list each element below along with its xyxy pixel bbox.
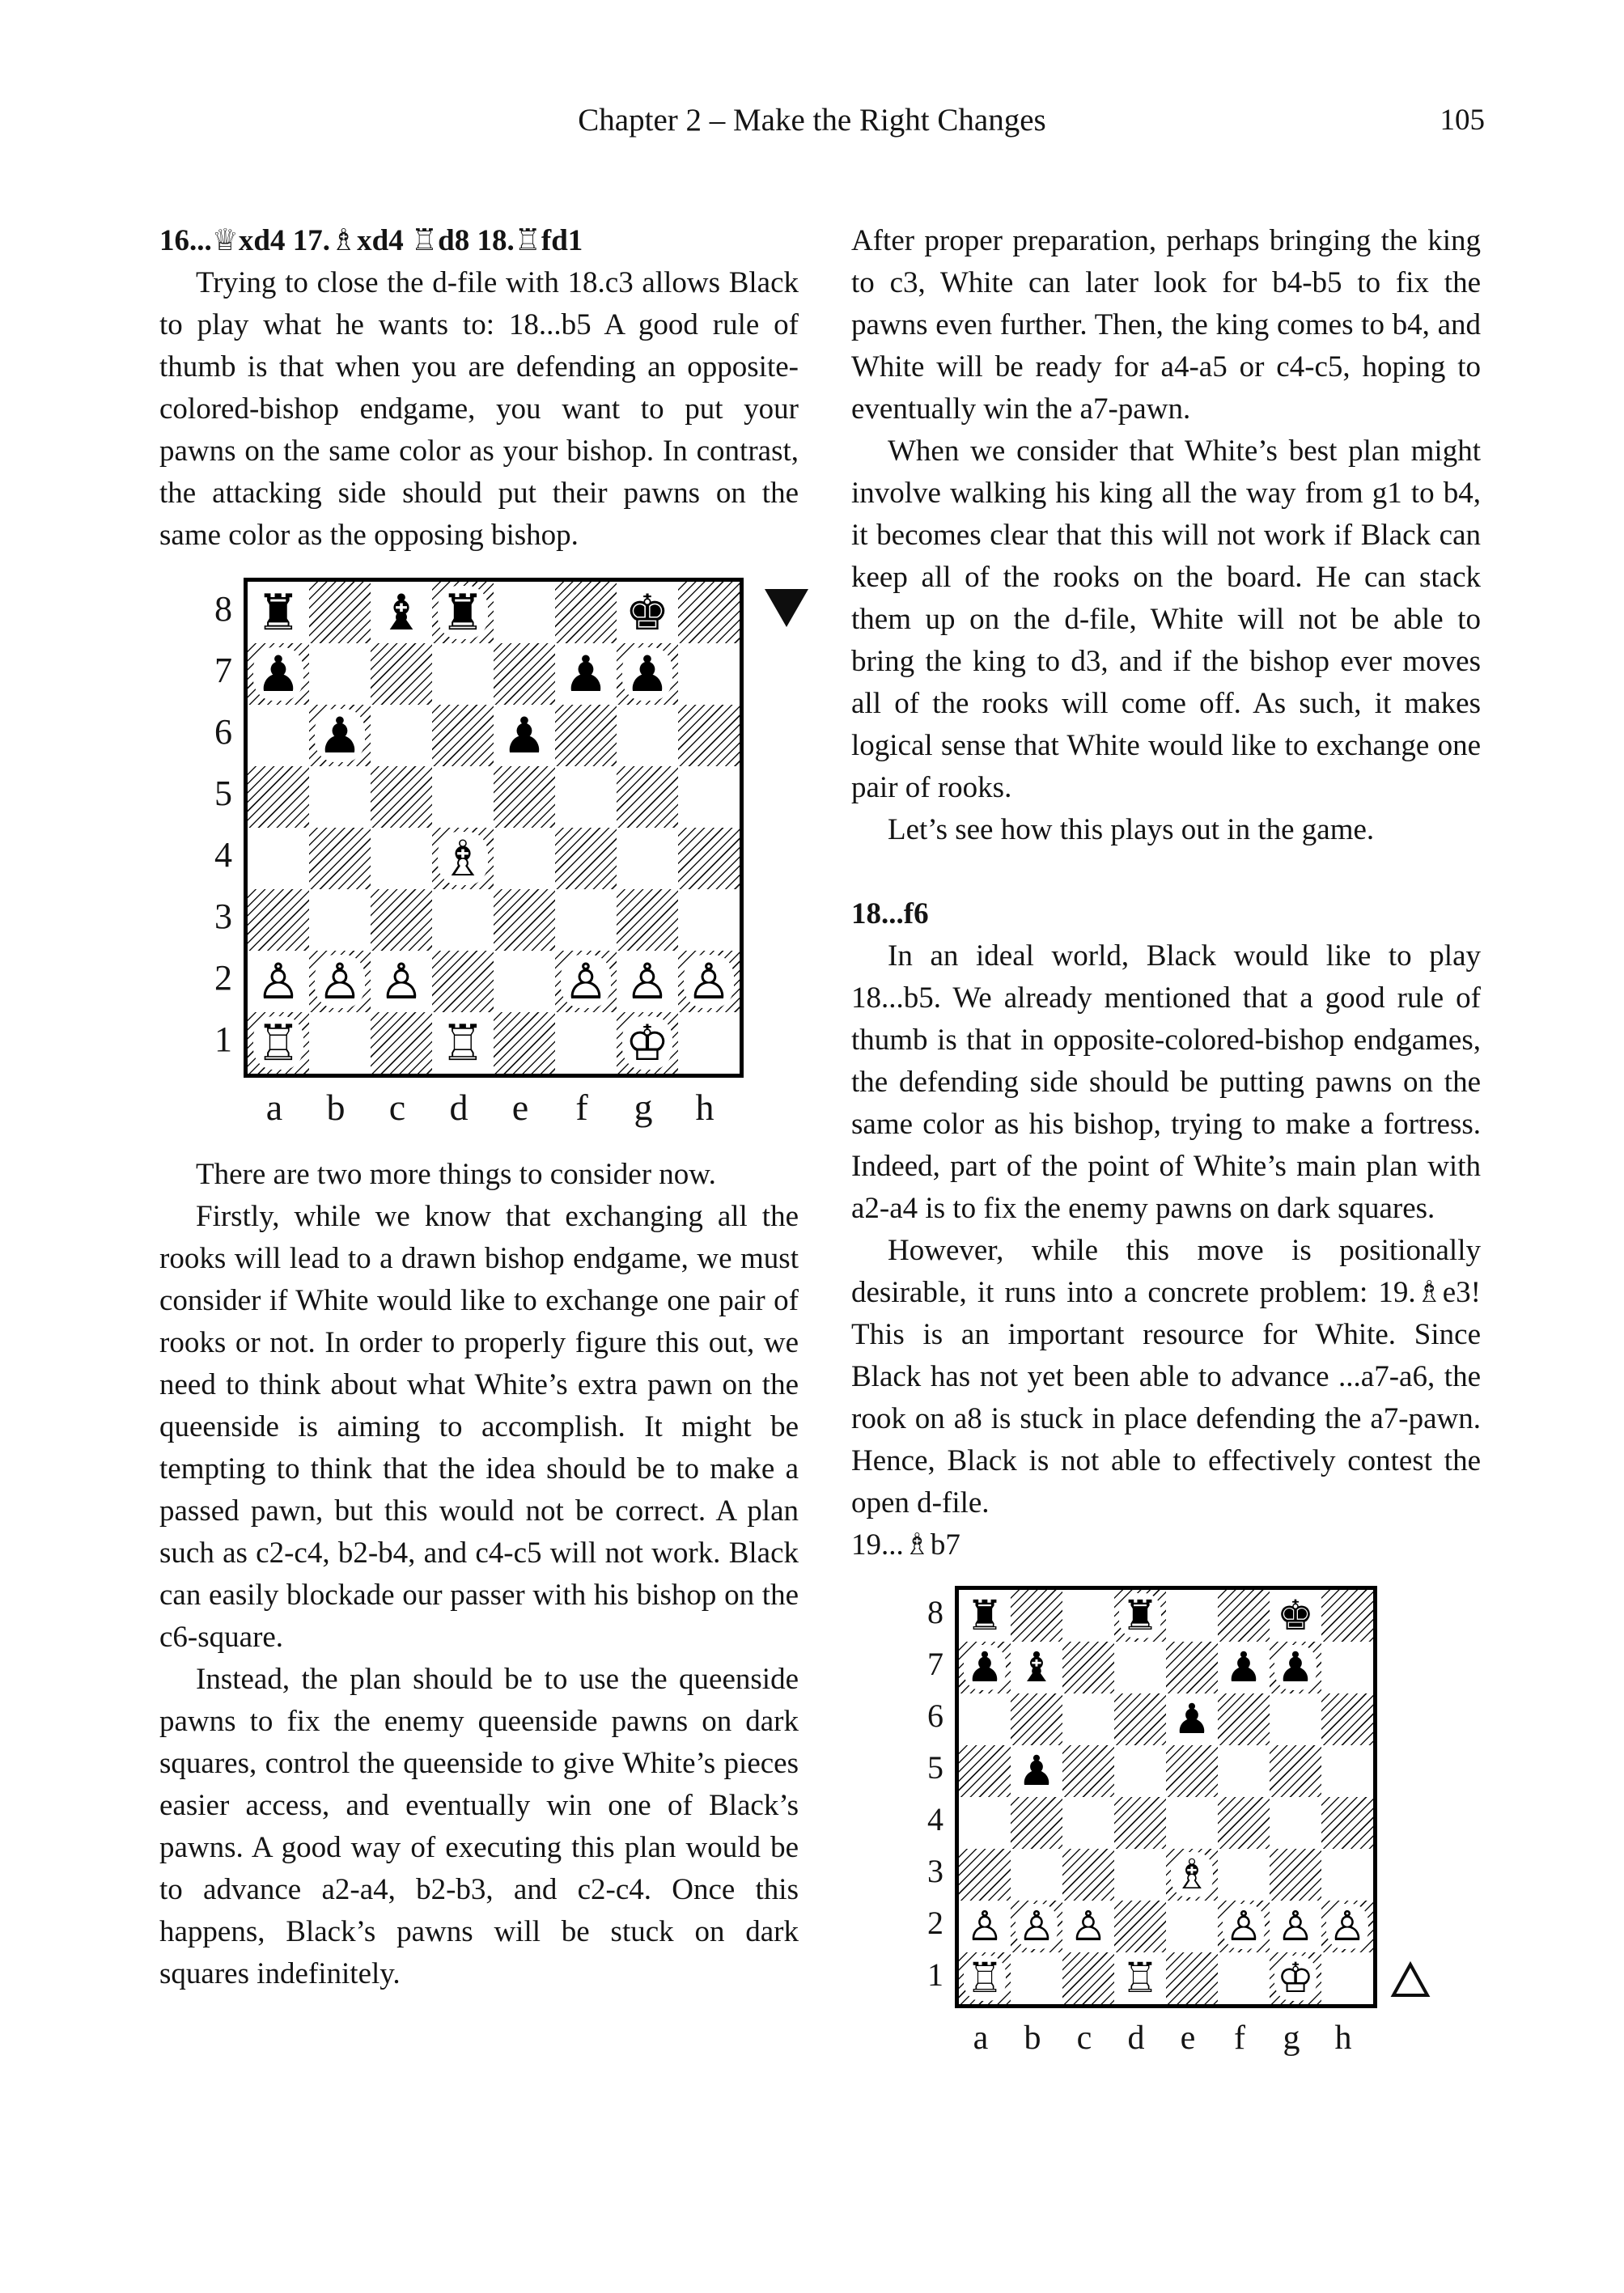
file-label: c xyxy=(1076,2020,1092,2057)
board-square xyxy=(432,828,494,889)
file-label: g xyxy=(634,1087,653,1128)
white-piece: ♙ xyxy=(1016,1904,1058,1949)
white-piece: ♙ xyxy=(315,955,365,1009)
board-square xyxy=(1166,1849,1218,1901)
board-square xyxy=(371,766,432,828)
black-piece: ♟ xyxy=(561,647,611,701)
board-square xyxy=(1218,1590,1270,1642)
rank-label: 1 xyxy=(214,1019,232,1059)
board-square xyxy=(248,889,309,951)
board-square xyxy=(1011,1849,1062,1901)
board-square xyxy=(432,643,494,705)
black-piece: ♜ xyxy=(253,586,303,640)
board-square xyxy=(1114,1642,1166,1693)
rank-label: 6 xyxy=(214,711,232,752)
board-square xyxy=(248,1012,309,1074)
board-square xyxy=(959,1797,1011,1849)
black-piece: ♟ xyxy=(315,709,365,763)
board-square xyxy=(1166,1590,1218,1642)
board-square xyxy=(494,766,555,828)
rank-label: 5 xyxy=(214,773,232,813)
board-square xyxy=(494,582,555,643)
board-square xyxy=(432,766,494,828)
white-piece: ♖ xyxy=(1119,1956,1161,2001)
black-piece: ♜ xyxy=(438,586,488,640)
board-square xyxy=(371,582,432,643)
page-number: 105 xyxy=(1440,104,1485,137)
move-line: 19...♗b7 xyxy=(851,1528,960,1562)
file-label: h xyxy=(1334,2020,1352,2057)
running-head: Chapter 2 – Make the Right Changes xyxy=(578,103,1046,138)
board-square xyxy=(678,828,740,889)
chess-board xyxy=(955,1586,1377,2008)
file-label: g xyxy=(1283,2020,1300,2057)
board-square xyxy=(1321,1901,1373,1952)
board-square xyxy=(1114,1590,1166,1642)
board-square xyxy=(1062,1849,1114,1901)
black-piece: ♟ xyxy=(1223,1645,1265,1690)
board-square xyxy=(494,643,555,705)
file-label: a xyxy=(265,1087,283,1128)
black-piece: ♟ xyxy=(1016,1748,1058,1794)
board-square xyxy=(309,951,371,1012)
file-labels xyxy=(244,1086,799,1130)
board-square xyxy=(555,766,617,828)
board-square xyxy=(432,582,494,643)
board-square xyxy=(1270,1745,1321,1797)
board-square xyxy=(1062,1693,1114,1745)
file-label: e xyxy=(1180,2020,1196,2057)
board-square xyxy=(1062,1952,1114,2004)
board-square xyxy=(1062,1642,1114,1693)
board-square xyxy=(371,951,432,1012)
board-square xyxy=(678,1012,740,1074)
rank-label: 4 xyxy=(214,834,232,875)
black-piece: ♟ xyxy=(622,647,672,701)
board-square xyxy=(494,828,555,889)
board-square xyxy=(1218,1745,1270,1797)
black-piece: ♝ xyxy=(1016,1645,1058,1690)
board-square xyxy=(248,828,309,889)
board-square xyxy=(309,828,371,889)
chess-diagram-1 xyxy=(193,578,799,1130)
rank-label: 3 xyxy=(214,896,232,936)
white-piece: ♙ xyxy=(1274,1904,1317,1949)
board-square xyxy=(1166,1642,1218,1693)
white-piece: ♙ xyxy=(376,955,426,1009)
board-square xyxy=(371,643,432,705)
board-square xyxy=(678,951,740,1012)
white-piece: ♙ xyxy=(1067,1904,1109,1949)
board-square xyxy=(1218,1797,1270,1849)
white-piece: ♔ xyxy=(622,1016,672,1070)
board-square xyxy=(1166,1693,1218,1745)
board-square xyxy=(371,705,432,766)
rank-label: 1 xyxy=(927,1956,943,1993)
board-square xyxy=(1062,1745,1114,1797)
black-piece: ♟ xyxy=(499,709,549,763)
rank-label: 7 xyxy=(927,1645,943,1682)
white-to-move-indicator xyxy=(1390,1961,1431,1998)
board-square xyxy=(555,643,617,705)
board-square xyxy=(1218,1642,1270,1693)
board-square xyxy=(1270,1849,1321,1901)
board-square xyxy=(1114,1952,1166,2004)
file-labels xyxy=(955,2016,1481,2060)
board-square xyxy=(959,1745,1011,1797)
board-square xyxy=(1321,1849,1373,1901)
file-label: a xyxy=(973,2020,989,2057)
board-square xyxy=(1270,1797,1321,1849)
right-column xyxy=(851,220,1481,2060)
board-square xyxy=(555,889,617,951)
board-square xyxy=(1166,1952,1218,2004)
board-square xyxy=(678,705,740,766)
board-square xyxy=(309,705,371,766)
white-piece: ♙ xyxy=(622,955,672,1009)
file-label: d xyxy=(1127,2020,1145,2057)
rank-label: 4 xyxy=(927,1800,943,1837)
board-square xyxy=(1321,1642,1373,1693)
black-piece: ♟ xyxy=(253,647,303,701)
black-piece: ♟ xyxy=(964,1645,1006,1690)
rank-label: 6 xyxy=(927,1697,943,1734)
board-square xyxy=(1011,1590,1062,1642)
board-square xyxy=(1270,1901,1321,1952)
file-label: c xyxy=(388,1087,406,1128)
board-square xyxy=(1218,1952,1270,2004)
paragraph: Trying to close the d-file with 18.c3 allows Black to play what he wants to: 18...b5 A good rule of thumb is that when you are defending an opposite-colored-bishop endgame, you want to put your pawns on the same color as your bishop. In contrast, the attacking side should put their pawns on the same color as the opposing bishop. xyxy=(159,266,799,552)
board-square xyxy=(959,1590,1011,1642)
board-square xyxy=(617,951,678,1012)
move-heading: 16...♕xd4 17.♗xd4 ♖d8 18.♖fd1 xyxy=(159,224,583,257)
board-square xyxy=(1270,1590,1321,1642)
black-piece: ♟ xyxy=(1171,1697,1213,1742)
board-square xyxy=(617,828,678,889)
left-column xyxy=(159,220,799,1995)
board-square xyxy=(959,1642,1011,1693)
paragraph: Let’s see how this plays out in the game. xyxy=(888,813,1375,846)
board-square xyxy=(309,643,371,705)
white-piece: ♙ xyxy=(561,955,611,1009)
board-square xyxy=(309,1012,371,1074)
rank-label: 8 xyxy=(927,1593,943,1630)
board-square xyxy=(248,951,309,1012)
black-piece: ♚ xyxy=(622,586,672,640)
board-square xyxy=(617,1012,678,1074)
file-label: e xyxy=(511,1087,529,1128)
board-square xyxy=(1321,1745,1373,1797)
rank-label: 7 xyxy=(214,650,232,690)
chess-board xyxy=(244,578,744,1078)
paragraph: Firstly, while we know that exchanging all the rooks will lead to a drawn bishop endgame, we must consider if White would like to exchange one pair of rooks or not. In order to properly figure this out, we need to think about what White’s extra pawn on the queenside is aiming to accomplish. It might be tempting to think that the idea should be to make a passed pawn, but this would not be correct. A plan such as c2-c4, b2-b4, and c4-c5 will not work. Black can easily blockade our passer with his bishop on the c6-square. xyxy=(159,1200,799,1654)
board-square xyxy=(617,889,678,951)
board-square xyxy=(959,1952,1011,2004)
board-square xyxy=(1218,1901,1270,1952)
board-square xyxy=(248,766,309,828)
board-square xyxy=(1321,1693,1373,1745)
board-square xyxy=(555,1012,617,1074)
white-piece: ♔ xyxy=(1274,1956,1317,2001)
board-square xyxy=(1321,1797,1373,1849)
board-square xyxy=(309,889,371,951)
paragraph: Instead, the plan should be to use the queenside pawns to fix the enemy queenside pawns on dark squares, control the queenside to give White’s pieces easier access, and eventually win one of Black’s pawns. A good way of executing this plan would be to advance a2-a4, b2-b3, and c2-c4. Once this happens, Black’s pawns will be stuck on dark squares indefinitely. xyxy=(159,1663,799,1990)
board-square xyxy=(555,951,617,1012)
board-square xyxy=(1321,1952,1373,2004)
board-square xyxy=(1011,1797,1062,1849)
board-square xyxy=(617,766,678,828)
rank-label: 2 xyxy=(927,1904,943,1941)
white-piece: ♖ xyxy=(964,1956,1006,2001)
black-piece: ♜ xyxy=(1119,1593,1161,1638)
paragraph: There are two more things to consider now. xyxy=(196,1158,716,1191)
board-square xyxy=(1062,1901,1114,1952)
board-square xyxy=(1166,1745,1218,1797)
paragraph: However, while this move is positionally desirable, it runs into a concrete problem: 19.♗e3! This is an important resource for White. Since Black has not yet been able to advance ...a7-a6, the rook on a8 is stuck in place defending the a7-pawn. Hence, Black is not able to effectively contest the open d-file. xyxy=(851,1234,1481,1519)
board-square xyxy=(248,705,309,766)
board-square xyxy=(959,1901,1011,1952)
board-square xyxy=(248,643,309,705)
board-square xyxy=(1166,1797,1218,1849)
board-square xyxy=(1114,1745,1166,1797)
board-square xyxy=(617,582,678,643)
board-square xyxy=(1270,1642,1321,1693)
board-square xyxy=(617,705,678,766)
file-label: d xyxy=(449,1087,469,1128)
rank-label: 3 xyxy=(927,1852,943,1889)
board-square xyxy=(1114,1901,1166,1952)
board-square xyxy=(309,766,371,828)
board-square xyxy=(494,705,555,766)
white-piece: ♖ xyxy=(438,1016,488,1070)
paragraph: In an ideal world, Black would like to play 18...b5. We already mentioned that a good rule of thumb is that in opposite-colored-bishop endgames, the defending side should be putting pawns on the same color as his bishop, trying to make a fortress. Indeed, part of the point of White’s main plan with a2-a4 is to fix the enemy pawns on dark squares. xyxy=(851,939,1481,1225)
white-piece: ♙ xyxy=(964,1904,1006,1949)
board-square xyxy=(1011,1745,1062,1797)
board-square xyxy=(1114,1797,1166,1849)
board-square xyxy=(678,582,740,643)
board-square xyxy=(1011,1693,1062,1745)
board-square xyxy=(1011,1952,1062,2004)
board-square xyxy=(1166,1901,1218,1952)
board-square xyxy=(555,705,617,766)
white-piece: ♖ xyxy=(253,1016,303,1070)
board-square xyxy=(959,1849,1011,1901)
file-label: h xyxy=(695,1087,714,1128)
rank-labels xyxy=(193,578,232,1078)
file-label: b xyxy=(326,1087,346,1128)
board-square xyxy=(555,828,617,889)
board-square xyxy=(371,1012,432,1074)
move-heading: 18...f6 xyxy=(851,897,929,930)
board-square xyxy=(1218,1693,1270,1745)
white-piece: ♙ xyxy=(253,955,303,1009)
board-square xyxy=(1114,1849,1166,1901)
white-piece: ♙ xyxy=(684,955,734,1009)
board-square xyxy=(678,766,740,828)
board-square xyxy=(432,951,494,1012)
board-square xyxy=(309,582,371,643)
file-label: f xyxy=(1234,2020,1245,2057)
board-square xyxy=(1114,1693,1166,1745)
black-piece: ♚ xyxy=(1274,1593,1317,1638)
board-square xyxy=(494,889,555,951)
board-square xyxy=(494,1012,555,1074)
board-square xyxy=(432,1012,494,1074)
board-square xyxy=(1062,1797,1114,1849)
rank-label: 5 xyxy=(927,1748,943,1786)
board-square xyxy=(432,889,494,951)
black-piece: ♟ xyxy=(1274,1645,1317,1690)
board-square xyxy=(432,705,494,766)
board-square xyxy=(1011,1901,1062,1952)
rank-label: 2 xyxy=(214,957,232,998)
board-square xyxy=(248,582,309,643)
board-square xyxy=(678,889,740,951)
black-to-move-indicator xyxy=(765,589,808,627)
board-square xyxy=(617,643,678,705)
white-piece: ♗ xyxy=(438,832,488,886)
board-square xyxy=(1218,1849,1270,1901)
board-square xyxy=(1321,1590,1373,1642)
rank-label: 8 xyxy=(214,588,232,629)
board-square xyxy=(959,1693,1011,1745)
white-piece: ♙ xyxy=(1326,1904,1368,1949)
board-square xyxy=(371,889,432,951)
chess-diagram-2 xyxy=(905,1586,1481,2060)
white-piece: ♗ xyxy=(1171,1852,1213,1897)
board-square xyxy=(678,643,740,705)
black-piece: ♝ xyxy=(376,586,426,640)
paragraph: After proper preparation, perhaps bringing the king to c3, White can later look for b4-b5 to fix the pawns even further. Then, the king comes to b4, and White will be ready for a4-a5 or c4-c5, hoping to eventually win the a7-pawn. xyxy=(851,224,1481,426)
black-piece: ♜ xyxy=(964,1593,1006,1638)
board-square xyxy=(1270,1952,1321,2004)
board-square xyxy=(371,828,432,889)
file-label: f xyxy=(575,1087,588,1128)
board-square xyxy=(494,951,555,1012)
rank-labels xyxy=(905,1586,943,2008)
white-piece: ♙ xyxy=(1223,1904,1265,1949)
board-square xyxy=(555,582,617,643)
paragraph: When we consider that White’s best plan might involve walking his king all the way from g1 to b4, it becomes clear that this will not work if Black can keep all of the rooks on the board. He can stack them up on the d-file, White will not be able to bring the king to d3, and if the bishop ever moves all of the rooks will come off. As such, it makes logical sense that White would like to exchange one pair of rooks. xyxy=(851,434,1481,804)
board-square xyxy=(1011,1642,1062,1693)
board-square xyxy=(1062,1590,1114,1642)
file-label: b xyxy=(1024,2020,1041,2057)
board-square xyxy=(1270,1693,1321,1745)
